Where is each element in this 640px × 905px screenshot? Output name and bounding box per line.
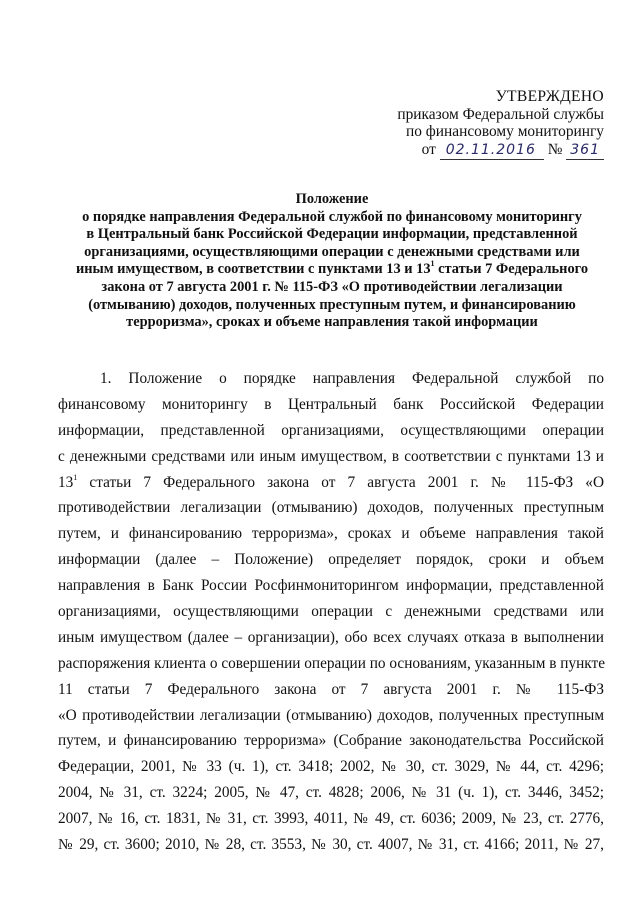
text-line: путем, и финансированию терроризма» (Собрание законодательства Российской [58, 732, 604, 750]
heading-line: (отмыванию) доходов, полученных преступным путем, и финансированию [88, 296, 576, 313]
number-prefix: № [547, 140, 563, 158]
text-line: «О противодействии легализации (отмыванию) доходов, полученных преступным [58, 706, 604, 724]
text-line: информации (далее – Положение) определяет порядок, сроки и объем [58, 551, 604, 569]
approval-title: УТВЕРЖДЕНО [495, 88, 604, 105]
text-line: направления в Банк России Росфинмониторингом информации, представленной [58, 577, 604, 595]
heading-line: в Центральный банк Российской Федерации информации, представленной [86, 226, 578, 243]
text-line: финансовому мониторингу в Центральный банк Российской Федерации [58, 395, 604, 413]
heading-line: терроризма», сроках и объеме направления такой информации [126, 314, 538, 331]
heading-line [58, 261, 606, 279]
heading-line: организациями, осуществляющими операции с денежными средствами или [84, 243, 580, 260]
text-line: путем, и финансированию терроризма», сроках и объеме направления такой [58, 525, 604, 543]
text-line: 11 статьи 7 Федерального закона от 7 августа 2001 г. № 115-ФЗ [58, 680, 604, 698]
heading-line: закона от 7 августа 2001 г. № 115-ФЗ «О противодействии легализации [101, 278, 563, 295]
text-line: распоряжения клиента о совершении операции по основаниям, указанным в пункте [58, 654, 605, 672]
approval-stamp [344, 88, 604, 160]
paragraph-1 [58, 366, 604, 858]
text-line: иным имуществом (далее – организации), обо всех случаях отказа в выполнении [58, 628, 604, 646]
heading-line-text: статьи 7 Федерального [434, 261, 589, 278]
approval-line-1: приказом Федеральной службы [397, 105, 604, 123]
text-line: 2004, № 31, ст. 3224; 2005, № 47, ст. 4828; 2006, № 31 (ч. 1), ст. 3446, 3452; [58, 784, 604, 802]
superscript: 1 [430, 259, 435, 269]
approval-date-line [344, 141, 604, 161]
text-line: № 29, ст. 3600; 2010, № 28, ст. 3553, № 30, ст. 4007, № 31, ст. 4166; 2011, № 27, [58, 836, 604, 854]
text-line: Федерации, 2001, № 33 (ч. 1), ст. 3418; 2002, № 30, ст. 3029, № 44, ст. 4296; [58, 758, 604, 776]
date-prefix: от [421, 140, 436, 158]
approval-line-2: по финансовому мониторингу [406, 123, 604, 140]
text-line: противодействии легализации (отмыванию) доходов, полученных преступным [58, 499, 604, 517]
text-line: организациями, осуществляющими операции с денежными средствами или [58, 603, 604, 621]
document-heading [58, 191, 606, 332]
heading-title: Положение [295, 191, 369, 207]
superscript: 1 [73, 472, 78, 482]
text-line: информации, представленной организациями, осуществляющими операции [58, 421, 604, 439]
order-number: 361 [566, 142, 604, 161]
text-line [58, 470, 604, 496]
order-date: 02.11.2016 [440, 142, 544, 161]
text-line: 1. Положение о порядке направления Федеральной службой по [100, 370, 604, 387]
heading-line-text: иным имуществом, в соответствии с пунктами 13 и 13 [75, 261, 431, 278]
text-line: с денежными средствами или иным имуществом, в соответствии с пунктами 13 и [58, 447, 604, 465]
text-line-part: 13 [58, 473, 74, 491]
text-line: 2007, № 16, ст. 1831, № 31, ст. 3993, 4011, № 49, ст. 6036; 2009, № 23, ст. 2776, [58, 810, 604, 828]
text-line-part: статьи 7 Федерального закона от 7 августа 2001 г. № 115-ФЗ «О [77, 473, 604, 491]
heading-line: о порядке направления Федеральной службой по финансовому мониторингу [82, 208, 582, 225]
